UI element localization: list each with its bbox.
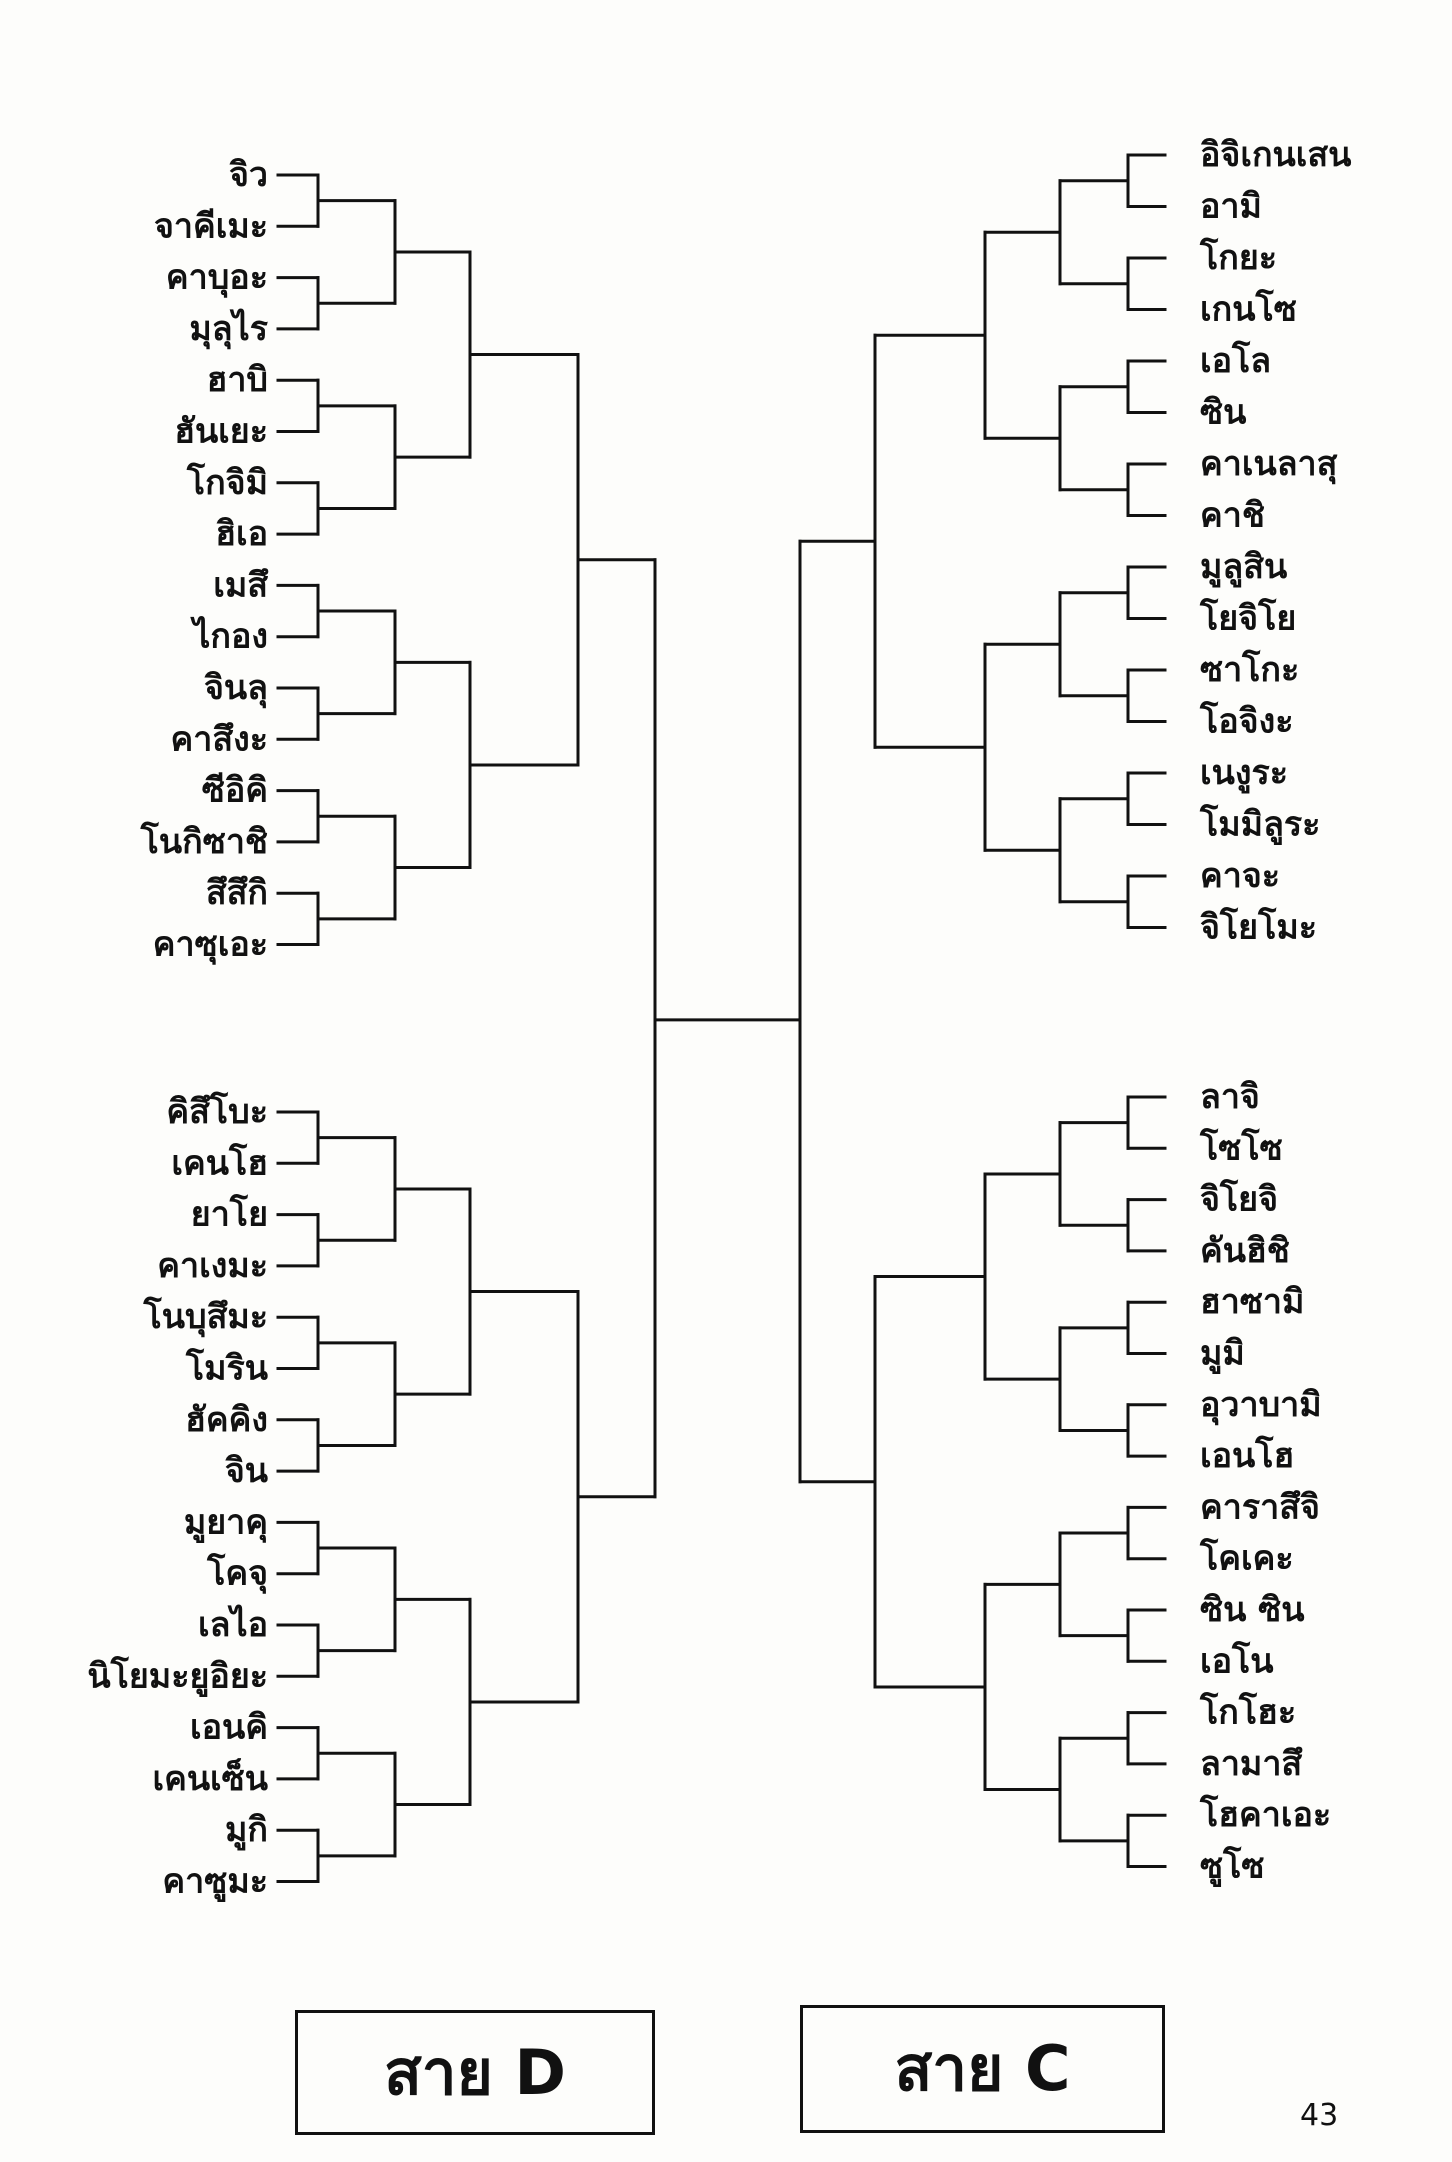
competitor-name: โกโฮะ xyxy=(1200,1692,1297,1733)
competitor-name: คาเงมะ xyxy=(157,1245,268,1286)
competitor-name: มูยาคุ xyxy=(183,1502,268,1543)
competitor-name: มูลูสิน xyxy=(1200,547,1288,587)
competitor-name: คาเนลาสุ xyxy=(1200,444,1338,484)
competitor-name: โฮคาเอะ xyxy=(1200,1795,1332,1836)
competitor-name: จินลุ xyxy=(204,668,268,708)
competitor-name: ลาจิ xyxy=(1200,1077,1260,1117)
competitor-name: โกยะ xyxy=(1200,238,1278,278)
competitor-name: คาจะ xyxy=(1200,856,1281,896)
competitor-name: เอนคิ xyxy=(189,1707,268,1748)
competitor-name: ฮิเอ xyxy=(215,514,268,555)
competitor-name: มูกิ xyxy=(225,1810,268,1851)
page-number: 43 xyxy=(1300,2098,1339,2133)
competitor-name: อามิ xyxy=(1200,186,1262,227)
competitor-name: อิจิเกนเสน xyxy=(1200,135,1352,175)
competitor-name: โมริน xyxy=(185,1348,268,1389)
competitor-name: จิน xyxy=(224,1451,268,1492)
competitor-name: มุลุไร xyxy=(189,308,268,349)
competitor-name: คาซูมะ xyxy=(162,1861,268,1902)
competitor-name: ไกอง xyxy=(193,616,268,657)
competitor-name: ลามาสึ xyxy=(1200,1743,1303,1784)
competitor-name: คิสึโบะ xyxy=(166,1092,268,1132)
competitor-name: คาราสึจิ xyxy=(1200,1487,1320,1528)
competitor-name: เลไอ xyxy=(198,1605,268,1645)
competitor-name: เคนเซ็น xyxy=(152,1758,268,1799)
competitor-name: เกนโซ xyxy=(1200,289,1297,330)
competitor-name: ฮัคคิง xyxy=(185,1399,268,1440)
competitor-name: เอนโฮ xyxy=(1200,1436,1295,1477)
competitor-name: อุวาบามิ xyxy=(1200,1384,1322,1425)
competitor-name: โนบุสึมะ xyxy=(143,1297,268,1338)
competitor-name: ยาโย xyxy=(190,1194,268,1235)
competitor-name: ซาโกะ xyxy=(1200,650,1300,690)
competitor-name: เมสึ xyxy=(213,565,268,606)
competitor-name: ซิน ซิน xyxy=(1200,1590,1305,1630)
competitor-name: คาชิ xyxy=(1200,495,1265,536)
competitor-name: โนกิซาชิ xyxy=(140,821,268,862)
competitor-name: โคจุ xyxy=(207,1553,268,1594)
competitor-name: โยจิโย xyxy=(1200,598,1297,639)
competitor-name: ซีอิคิ xyxy=(201,770,268,811)
competitor-name: คาซุเอะ xyxy=(152,924,268,965)
competitor-name: จาคีเมะ xyxy=(153,206,268,247)
competitor-name: ฮาบิ xyxy=(206,360,268,401)
group-label-left-text: สาย D xyxy=(383,2035,567,2109)
group-label-right xyxy=(800,2005,1165,2133)
competitor-name: คาสึงะ xyxy=(170,719,268,760)
competitor-name: โมมิลูระ xyxy=(1200,804,1321,845)
competitor-name: นิโยมะยูอิยะ xyxy=(87,1656,268,1697)
competitor-name: เนงูระ xyxy=(1200,753,1288,793)
competitor-name: จิโยจิ xyxy=(1200,1179,1279,1220)
competitor-name: โซโซ xyxy=(1200,1128,1283,1169)
competitor-name: ซิน xyxy=(1200,392,1247,433)
group-label-right-text: สาย C xyxy=(894,2032,1071,2105)
competitor-name: เอโล xyxy=(1200,341,1272,381)
competitor-name: ฮันเยะ xyxy=(174,411,268,452)
competitor-name: คาบุอะ xyxy=(165,257,268,298)
competitor-name: มูมิ xyxy=(1200,1333,1245,1374)
competitor-name: จิว xyxy=(228,155,268,195)
group-label-left xyxy=(295,2010,655,2135)
competitor-name: ซูโซ xyxy=(1200,1846,1265,1887)
competitor-name: สึสึกิ xyxy=(205,873,268,914)
competitor-name: เคนโฮ xyxy=(171,1143,268,1184)
competitor-name: โคเคะ xyxy=(1200,1538,1294,1579)
competitor-name: ฮาซามิ xyxy=(1200,1282,1305,1323)
competitor-name: คันฮิชิ xyxy=(1200,1230,1290,1271)
competitor-name: เอโน xyxy=(1200,1641,1274,1682)
competitor-name: โอจิงะ xyxy=(1200,701,1294,742)
competitor-name: โกจิมิ xyxy=(186,462,268,503)
competitor-name: จิโยโมะ xyxy=(1200,907,1318,948)
